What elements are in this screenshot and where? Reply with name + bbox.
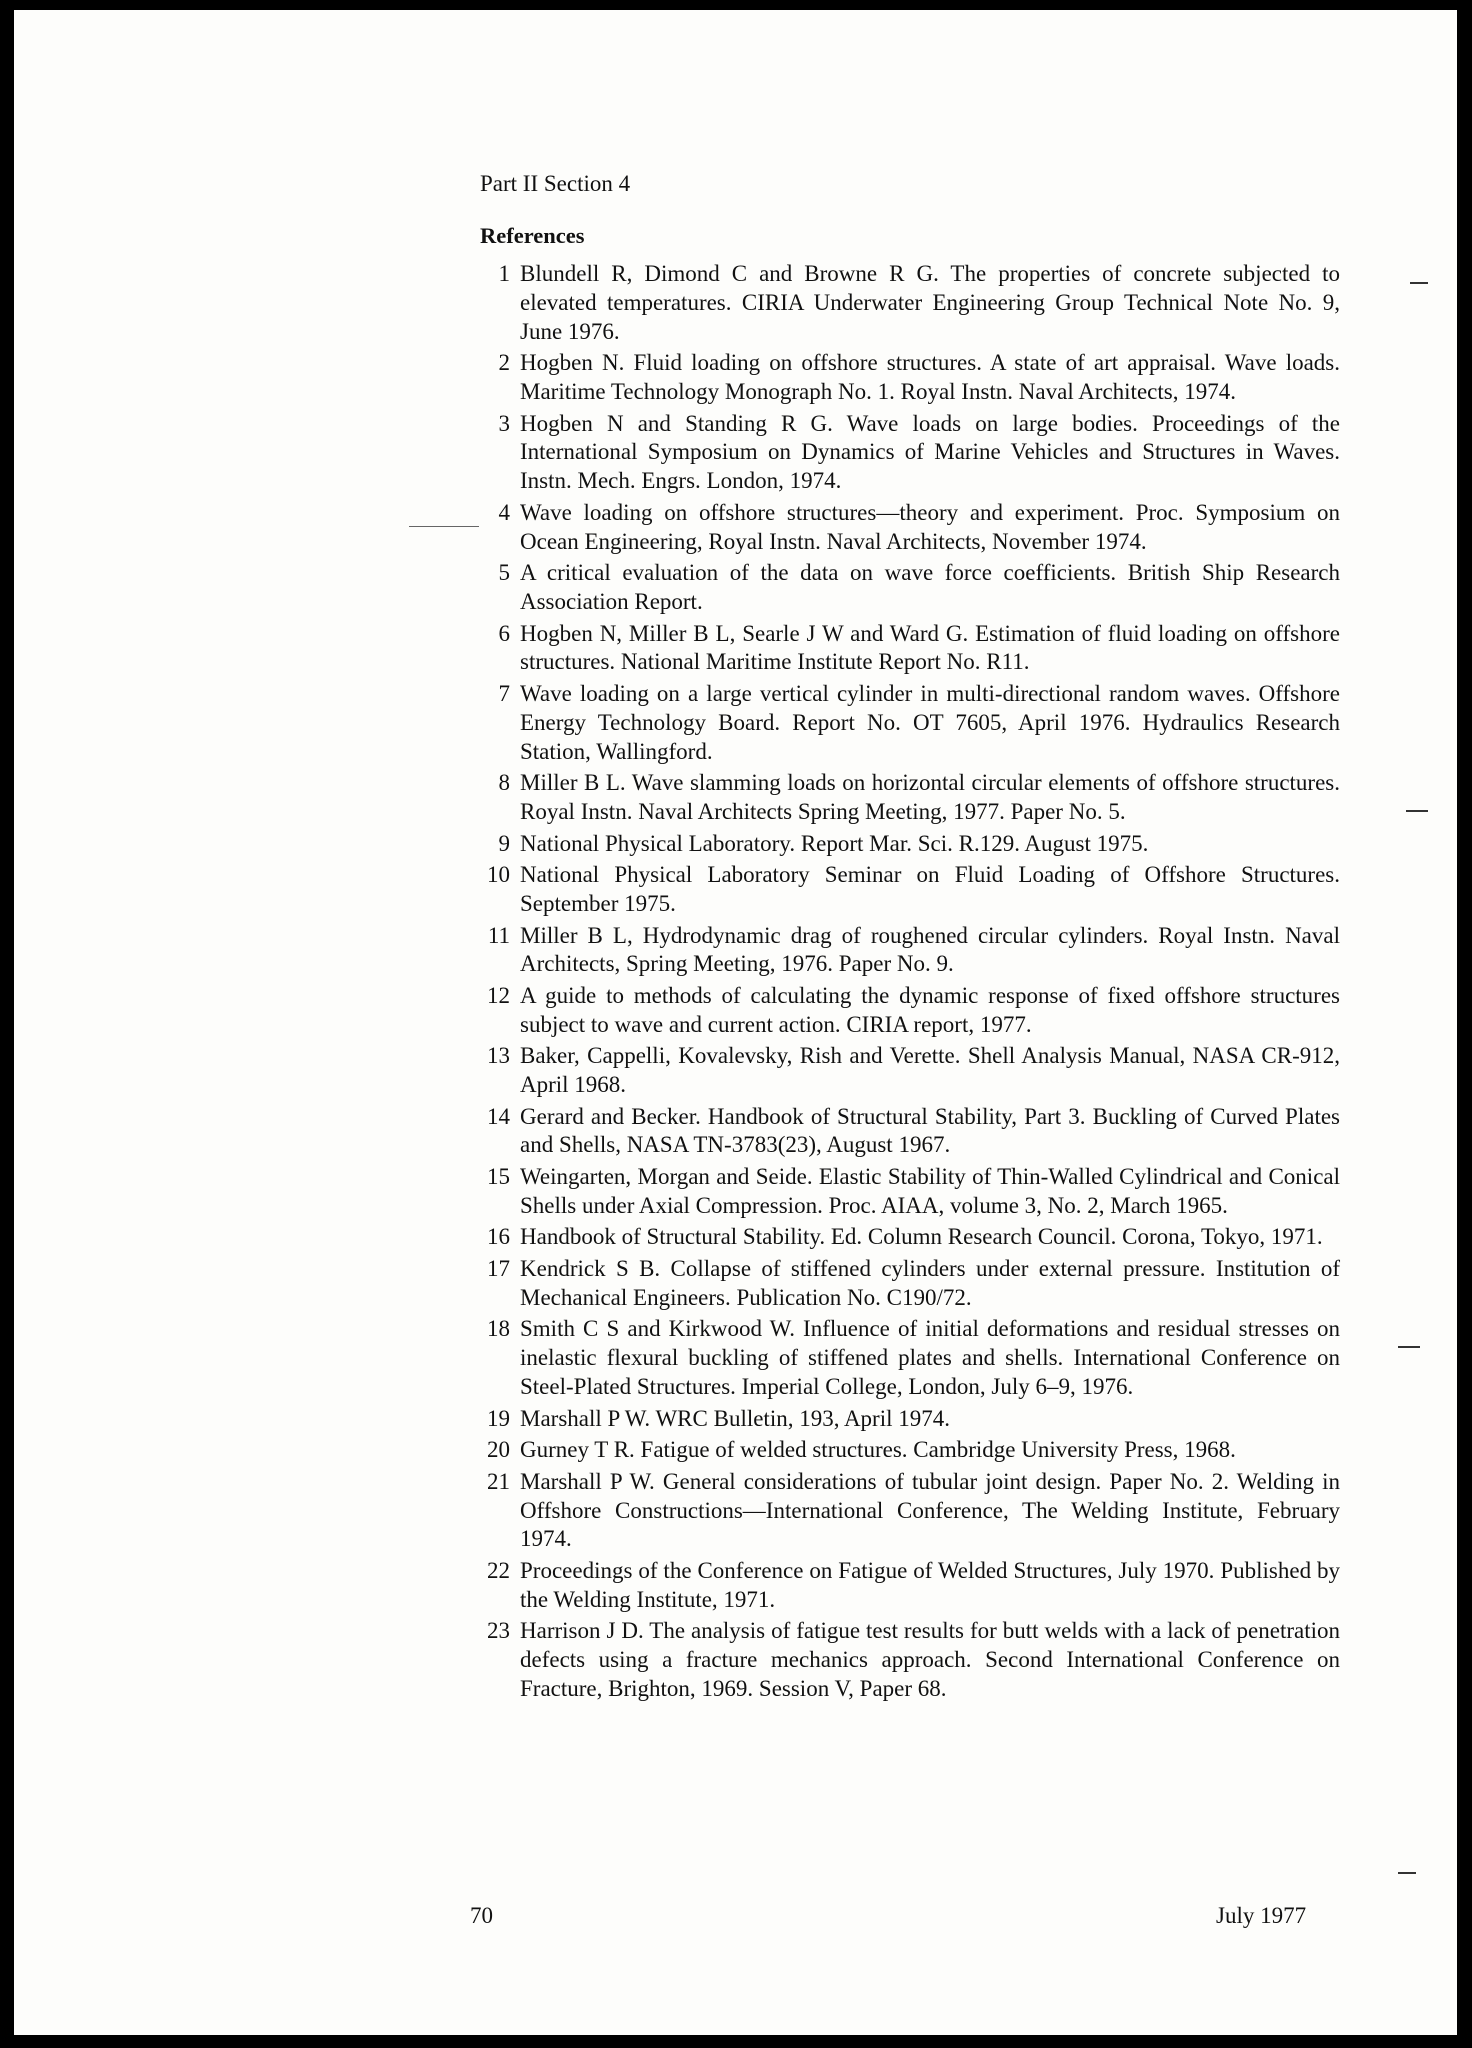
reference-number: 4 [498,499,510,525]
reference-text: Marshall P W. WRC Bulletin, 193, April 1974. [520,1405,950,1431]
reference-number: 23 [487,1618,510,1644]
reference-number: 17 [487,1256,510,1282]
reference-item [480,680,1340,766]
reference-text: Miller B L. Wave slamming loads on horizontal circular elements of offshore structures. Royal Instn. Naval Architects Spring Meeting, 1977. Paper No. 5. [520,770,1340,824]
reference-text: Wave loading on offshore structures—theory and experiment. Proc. Symposium on Ocean Engineering, Royal Instn. Naval Architects, November 1974. [520,499,1340,554]
reference-number: 21 [487,1468,510,1494]
reference-item [480,1223,1340,1252]
page-number: 70 [470,1903,493,1928]
reference-number: 15 [487,1164,510,1190]
reference-list [480,260,1340,1704]
reference-number: 19 [487,1405,510,1431]
reference-number: 8 [498,770,510,796]
scan-mark [1398,1872,1416,1874]
reference-text: Marshall P W. General considerations of tubular joint design. Paper No. 2. Welding in Offshore Constructions—International Conference, The Welding Institute, February 1974. [520,1468,1340,1552]
reference-item [480,1042,1340,1100]
reference-number: 3 [498,410,510,436]
scan-mark [1398,1346,1420,1348]
reference-text: Harrison J D. The analysis of fatigue test results for butt welds with a lack of penetration defects using a fracture mechanics approach. Second International Conference on Fracture, Brighton, 1969. Session V, Paper 68. [520,1618,1340,1701]
reference-item [480,982,1340,1040]
reference-item [480,1436,1340,1465]
section-header: Part II Section 4 [480,171,631,196]
reference-text: Gerard and Becker. Handbook of Structural Stability, Part 3. Buckling of Curved Plates and Shells, NASA TN-3783(23), August 1967. [520,1103,1340,1158]
reference-number: 9 [498,830,510,856]
reference-number: 22 [487,1558,510,1583]
reference-text: Wave loading on a large vertical cylinder in multi-directional random waves. Offshore Energy Technology Board. Report No. OT 7605, April 1976. Hydraulics Research Station, Wallingford. [520,680,1340,764]
reference-item [480,1617,1340,1703]
reference-text: Blundell R, Dimond C and Browne R G. The properties of concrete subjected to elevated temperatures. CIRIA Underwater Engineering Group Technical Note No. 9, June 1976. [520,261,1340,344]
reference-text: Baker, Cappelli, Kovalevsky, Rish and Verette. Shell Analysis Manual, NASA CR-912, April 1968. [520,1043,1340,1098]
reference-number: 14 [487,1103,510,1129]
reference-item [480,349,1340,407]
reference-number: 1 [498,261,510,286]
reference-text: Hogben N and Standing R G. Wave loads on large bodies. Proceedings of the International Symposium on Dynamics of Marine Vehicles and Structures in Waves. Instn. Mech. Engrs. London, 1974. [520,410,1340,494]
reference-number: 12 [487,982,510,1008]
reference-text: Weingarten, Morgan and Seide. Elastic Stability of Thin-Walled Cylindrical and Conical Shells under Axial Compression. Proc. AIAA, volume 3, No. 2, March 1965. [520,1164,1340,1218]
reference-text: Proceedings of the Conference on Fatigue of Welded Structures, July 1970. Published by the Welding Institute, 1971. [520,1558,1340,1612]
reference-text: Gurney T R. Fatigue of welded structures. Cambridge University Press, 1968. [520,1437,1236,1463]
reference-item [480,620,1340,678]
reference-item [480,1557,1340,1615]
scan-mark [1406,810,1428,812]
document-page [14,10,1457,2035]
reference-text: Hogben N, Miller B L, Searle J W and Ward G. Estimation of fluid loading on offshore structures. National Maritime Institute Report No. R11. [520,620,1340,675]
reference-number: 20 [487,1437,510,1463]
reference-item [480,830,1340,859]
references-heading: References [480,223,585,248]
reference-text: National Physical Laboratory. Report Mar. Sci. R.129. August 1975. [520,830,1149,856]
reference-number: 2 [498,350,510,376]
page-content [480,170,1340,1707]
reference-item [480,769,1340,827]
reference-text: Hogben N. Fluid loading on offshore structures. A state of art appraisal. Wave loads. Maritime Technology Monograph No. 1. Royal Instn. Naval Architects, 1974. [520,350,1340,404]
reference-item [480,260,1340,346]
reference-item [480,499,1340,557]
reference-text: Kendrick S B. Collapse of stiffened cylinders under external pressure. Institution of Mechanical Engineers. Publication No. C190/72. [520,1256,1340,1310]
reference-text: Smith C S and Kirkwood W. Influence of initial deformations and residual stresses on inelastic flexural buckling of stiffened plates and shells. International Conference on Steel-Plated Structures. Imperial College, London, July 6–9, 1976. [520,1316,1340,1400]
reference-number: 18 [487,1316,510,1342]
reference-text: A guide to methods of calculating the dynamic response of fixed offshore structures subject to wave and current action. CIRIA report, 1977. [520,982,1340,1037]
reference-item [480,1315,1340,1401]
reference-text: A critical evaluation of the data on wave force coefficients. British Ship Research Association Report. [520,560,1340,614]
page-date: July 1977 [1216,1903,1307,1928]
scan-mark [409,526,479,527]
reference-text: Miller B L, Hydrodynamic drag of roughened circular cylinders. Royal Instn. Naval Architects, Spring Meeting, 1976. Paper No. 9. [520,922,1340,977]
scan-mark [1410,282,1428,284]
reference-item [480,559,1340,617]
reference-number: 7 [498,680,510,706]
reference-number: 10 [487,862,510,888]
reference-number: 16 [487,1224,510,1250]
reference-number: 13 [487,1043,510,1069]
reference-item [480,1405,1340,1434]
reference-item [480,1255,1340,1313]
reference-item [480,861,1340,919]
reference-item [480,922,1340,980]
reference-number: 11 [487,922,510,948]
reference-text: National Physical Laboratory Seminar on Fluid Loading of Offshore Structures. September 1975. [520,862,1340,916]
reference-item [480,1468,1340,1554]
reference-number: 6 [498,620,510,646]
reference-number: 5 [498,560,510,586]
reference-item [480,410,1340,496]
reference-item [480,1103,1340,1161]
reference-text: Handbook of Structural Stability. Ed. Column Research Council. Corona, Tokyo, 1971. [520,1224,1323,1250]
reference-item [480,1163,1340,1221]
